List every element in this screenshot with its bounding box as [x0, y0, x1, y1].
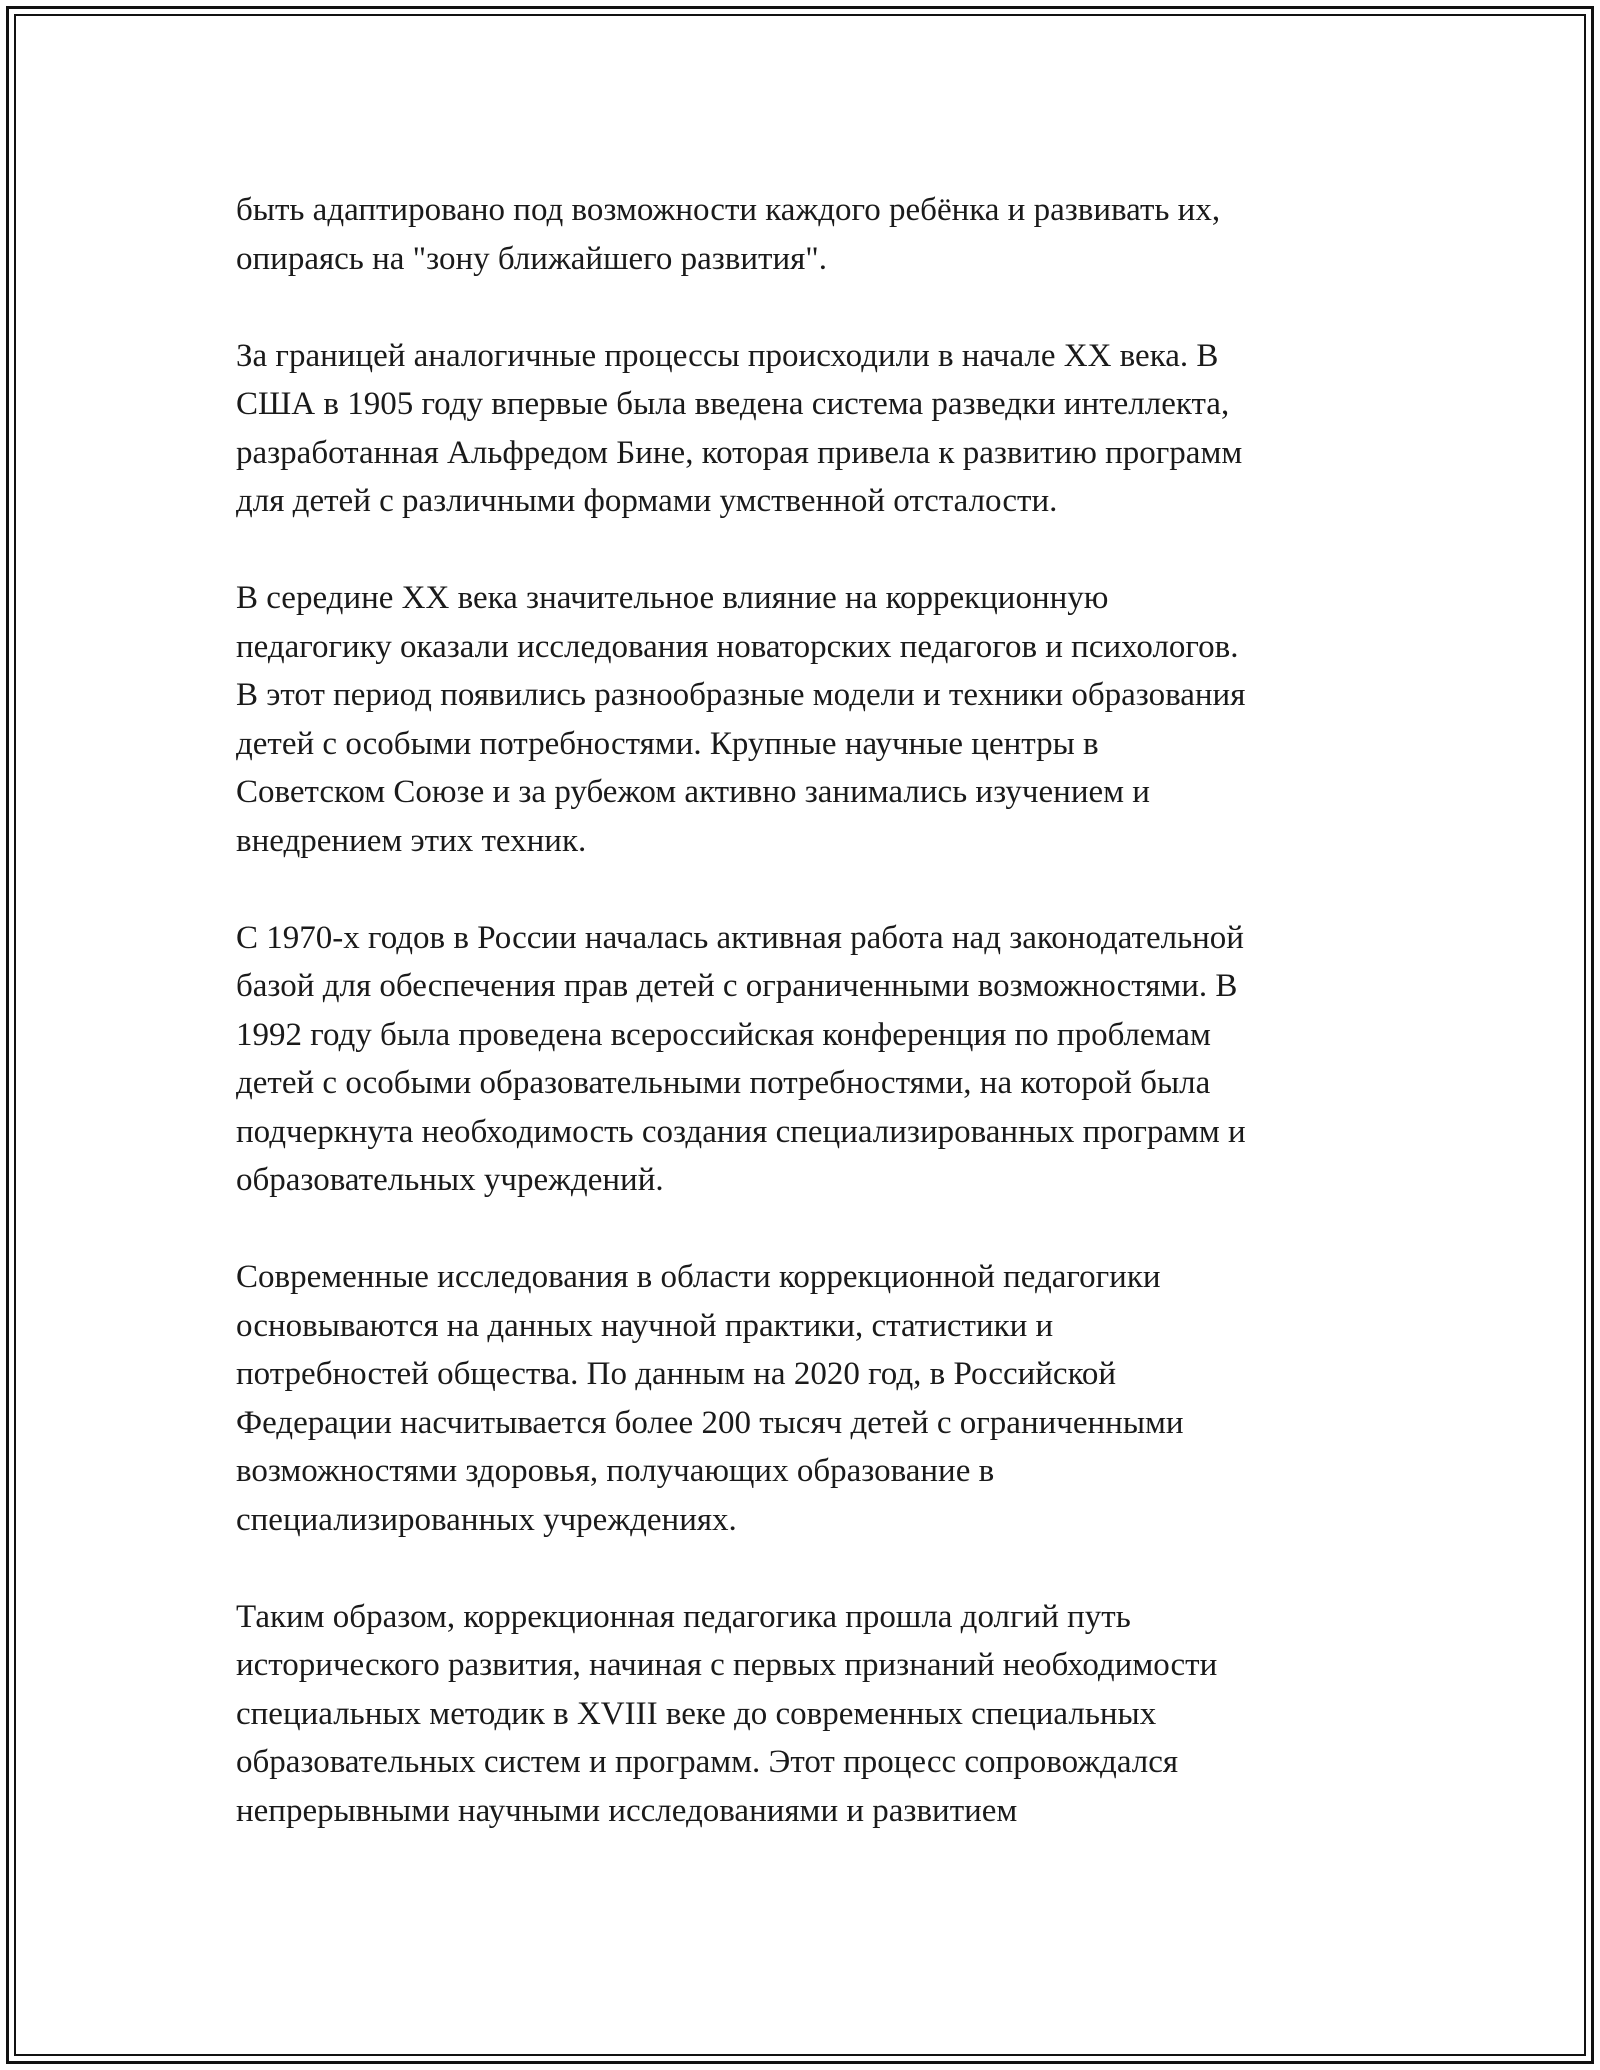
text-line: С 1970-х годов в России началась активная работа над законодательной [236, 919, 1244, 956]
text-line: 1992 году была проведена всероссийская конференция по проблемам [236, 1016, 1211, 1053]
text-line: опираясь на "зону ближайшего развития". [236, 240, 828, 277]
text-line: образовательных учреждений. [236, 1162, 664, 1198]
text-line: США в 1905 году впервые была введена система разведки интеллекта, [236, 386, 1230, 422]
text-line: За границей аналогичные процессы происходили в начале XX века. В [236, 337, 1219, 374]
text-line: базой для обеспечения прав детей с ограниченными возможностями. В [236, 968, 1238, 1004]
text-line: основываются на данных научной практики, статистики и [236, 1307, 1054, 1344]
text-line: Федерации насчитывается более 200 тысяч детей с ограниченными [236, 1404, 1184, 1441]
text-line: возможностями здоровья, получающих образование в [236, 1453, 995, 1489]
paragraph-3 [236, 574, 1372, 865]
text-line: быть адаптировано под возможности каждого ребёнка и развивать их, [236, 192, 1221, 228]
text-line: специальных методик в XVIII веке до современных специальных [236, 1695, 1157, 1732]
text-line: Современные исследования в области коррекционной педагогики [236, 1259, 1161, 1295]
text-line: специализированных учреждениях. [236, 1501, 737, 1538]
paragraph-4 [236, 914, 1372, 1205]
text-line: внедрением этих техник. [236, 822, 587, 859]
text-line: детей с особыми потребностями. Крупные научные центры в [236, 725, 1099, 762]
text-line: подчеркнута необходимость создания специализированных программ и [236, 1113, 1246, 1150]
paragraph-5 [236, 1253, 1372, 1544]
text-line: Советском Союзе и за рубежом активно занимались изучением и [236, 774, 1150, 810]
text-line: потребностей общества. По данным на 2020 год, в Российской [236, 1356, 1117, 1392]
text-line: образовательных систем и программ. Этот процесс сопровождался [236, 1744, 1179, 1780]
paragraph-1 [236, 186, 1372, 283]
text-line: В середине XX века значительное влияние на коррекционную [236, 580, 1109, 616]
paragraph-2 [236, 332, 1372, 526]
text-line: педагогику оказали исследования новаторских педагогов и психологов. [236, 628, 1239, 665]
text-line: разработанная Альфредом Бине, которая привела к развитию программ [236, 434, 1243, 471]
paragraph-6 [236, 1593, 1372, 1836]
text-line: исторического развития, начиная с первых признаний необходимости [236, 1647, 1218, 1683]
text-line: В этот период появились разнообразные модели и техники образования [236, 677, 1246, 713]
text-line: детей с особыми образовательными потребностями, на которой была [236, 1065, 1211, 1101]
document-body [236, 186, 1372, 1884]
text-line: непрерывными научными исследованиями и развитием [236, 1792, 1018, 1829]
text-line: для детей с различными формами умственной отсталости. [236, 483, 1058, 519]
text-line: Таким образом, коррекционная педагогика прошла долгий путь [236, 1598, 1131, 1635]
